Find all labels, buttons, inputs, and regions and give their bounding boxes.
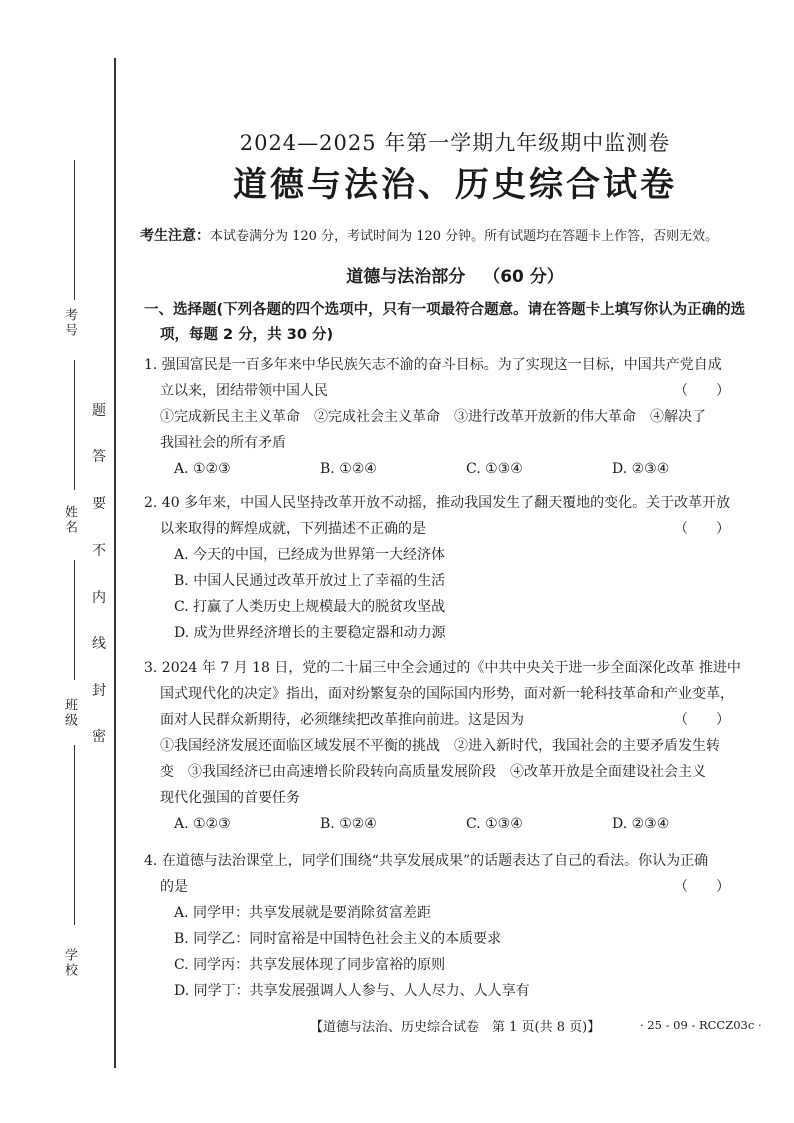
kaohao-label: 考号 (62, 308, 77, 338)
instructions-line1: 一、选择题(下列各题的四个选项中，只有一项最符合题意。请在答题卡上填写你认为正确的选 (144, 302, 746, 318)
warning-char: 不 (92, 543, 106, 559)
warning-char: 线 (92, 636, 106, 652)
question-stem-line: 2. 40 多年来，中国人民坚持改革开放不动摇，推动我国发生了翻天覆地的变化。关于改革开放 (144, 495, 731, 511)
instructions-line2: 项，每题 2 分，共 30 分) (160, 327, 334, 343)
option-d: D. 成为世界经济增长的主要稳定器和动力源 (174, 625, 446, 641)
instructions (144, 298, 764, 348)
banji-line (74, 745, 75, 925)
option-b: B. ①②④ (320, 461, 377, 477)
option-a: A. 同学甲：共享发展就是要消除贫富差距 (174, 905, 432, 921)
statement-line: 我国社会的所有矛盾 (160, 435, 286, 451)
statement-line: ①完成新民主主义革命 ②完成社会主义革命 ③进行改革开放新的伟大革命 ④解决了 (160, 409, 706, 425)
question-2 (144, 490, 764, 646)
answer-paren: （ ） (674, 879, 730, 895)
statement-line: 现代化强国的首要任务 (160, 790, 300, 806)
options-row (144, 811, 764, 837)
question-stem-line (144, 378, 764, 404)
option-b: B. ①②④ (320, 816, 377, 832)
answer-paren: （ ） (674, 521, 730, 537)
option-b: B. 中国人民通过改革开放过上了幸福的生活 (174, 573, 446, 589)
question-stem-line (144, 707, 764, 733)
option-a: A. 今天的中国，已经成为世界第一大经济体 (174, 547, 446, 563)
statement-line: 变 ③我国经济已由高速增长阶段转向高质量发展阶段 ④改革开放是全面建设社会主义 (160, 764, 706, 780)
question-4 (144, 848, 764, 1004)
question-stem-text: 面对人民群众新期待，必须继续把改革推向前进。这是因为 (160, 712, 524, 728)
warning-char: 密 (92, 729, 106, 745)
option-d: D. 同学丁：共享发展强调人人参与、人人尽力、人人享有 (174, 983, 530, 999)
exam-title-line1: 2024—2025 年第一学期九年级期中监测卷 (239, 131, 671, 155)
exam-title-line2: 道德与法治、历史综合试卷 (233, 165, 677, 205)
binding-rule (114, 58, 116, 1068)
question-stem-line: 国式现代化的决定》指出，面对纷繁复杂的国际国内形势，面对新一轮科技革命和产业变革， (160, 686, 734, 702)
options-row (144, 456, 764, 482)
question-stem-line (144, 874, 764, 900)
warning-char: 答 (92, 449, 106, 465)
option-c: C. ①③④ (466, 816, 523, 832)
exam-code: · 25 - 09 - RCCZ03c · (640, 1018, 762, 1032)
option-b: B. 同学乙：同时富裕是中国特色社会主义的本质要求 (174, 931, 502, 947)
xingming-line-top (74, 360, 75, 490)
statement-line: ①我国经济发展还面临区域发展不平衡的挑战 ②进入新时代，我国社会的主要矛盾发生转 (160, 738, 720, 754)
xingming-line (74, 560, 75, 680)
option-c: C. ①③④ (466, 461, 523, 477)
warning-char: 题 (92, 403, 106, 419)
page-footer: 【道德与法治、历史综合试卷 第 1 页(共 8 页)】 (310, 1020, 601, 1035)
option-d: D. ②③④ (612, 816, 670, 832)
question-stem-line: 3. 2024 年 7 月 18 日，党的二十届三中全会通过的《中共中央关于进一步全面深化改革 推进中 (144, 660, 741, 676)
question-stem-text: 的是 (160, 879, 188, 895)
kaohao-line (74, 160, 75, 300)
question-stem-text: 立以来，团结带领中国人民 (160, 383, 328, 399)
answer-paren: （ ） (674, 712, 730, 728)
question-3 (144, 655, 764, 837)
candidate-notice (140, 225, 780, 245)
warning-char: 封 (92, 683, 106, 699)
notice-text: 本试卷满分为 120 分，考试时间为 120 分钟。所有试题均在答题卡上作答，否则无效。 (210, 229, 719, 244)
warning-char: 要 (92, 496, 106, 512)
section-score: （60 分） (483, 267, 564, 287)
question-stem-line: 1. 强国富民是一百多年来中华民族矢志不渝的奋斗目标。为了实现这一目标，中国共产党自成 (144, 357, 722, 373)
option-c: C. 同学丙：共享发展体现了同步富裕的原则 (174, 957, 446, 973)
question-stem-line (144, 516, 764, 542)
question-1 (144, 352, 764, 482)
question-stem-text: 以来取得的辉煌成就，下列描述不正确的是 (160, 521, 426, 537)
question-stem-line: 4. 在道德与法治课堂上，同学们围绕“共享发展成果”的话题表达了自己的看法。你认为正确 (144, 853, 709, 869)
binding-margin (0, 0, 112, 1123)
section-title: 道德与法治部分 (346, 267, 466, 287)
option-d: D. ②③④ (612, 461, 670, 477)
option-a: A. ①②③ (174, 461, 231, 477)
banji-label: 班级 (62, 698, 77, 728)
xingming-label: 姓名 (62, 505, 77, 535)
answer-paren: （ ） (674, 383, 730, 399)
option-a: A. ①②③ (174, 816, 231, 832)
option-c: C. 打赢了人类历史上规模最大的脱贫攻坚战 (174, 599, 446, 615)
section-heading (140, 262, 770, 287)
notice-label: 考生注意： (140, 228, 210, 244)
warning-char: 内 (92, 590, 106, 606)
xuexiao-label: 学校 (62, 948, 77, 978)
